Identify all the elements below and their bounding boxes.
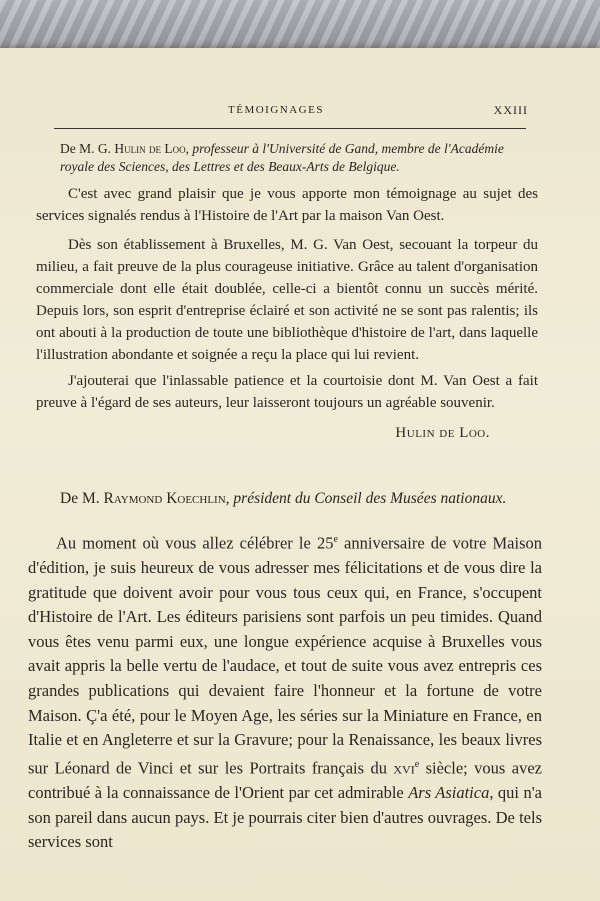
section-heading-koechlin: De M. Raymond Koechlin, président du Conseil des Musées nationaux. (60, 490, 507, 507)
heading-prefix: De M. G. (60, 141, 115, 156)
paragraph: Dès son établissement à Bruxelles, M. G. Van Oest, secouant la torpeur du milieu, a fait preuve de la plus courageuse initiative. Grâce au talent d'organisation commerciale dont elle était doublée, celle-ci a bientôt connu un succès mérité. Depuis lors, son esprit d'entreprise éclairé et son activité ne se sont pas ralentis; ils ont abouti à la production de toute une bibliothèque d'histoire de l'art, dans laquelle l'illustration abondante et soignée a reçu la place qui lui revient. (36, 237, 538, 363)
author-title: président du Conseil des Musées nationaux. (233, 490, 507, 507)
author-name: Raymond Koechlin (103, 490, 226, 507)
page-number: XXIII (493, 103, 528, 117)
header-rule (54, 128, 526, 129)
heading-prefix: De M. (60, 490, 104, 507)
superscript: e (414, 758, 420, 770)
paragraph: J'ajouterai que l'inlassable patience et la courtoisie dont M. Van Oest a fait preuve à l'égard de ses auteurs, leur laisseront toujours un agréable souvenir. (36, 373, 538, 411)
superscript: e (333, 534, 338, 545)
book-page (0, 48, 600, 901)
signature: Hulin de Loo. (395, 425, 490, 441)
text-run: siècle; vous avez contribué à la connaissance de l'Orient par cet admirable (28, 758, 542, 802)
running-head: TÉMOIGNAGES (228, 104, 324, 116)
paragraph: C'est avec grand plaisir que je vous apporte mon témoignage au sujet des services signalés rendus à l'Histoire de l'Art par la maison Van Oest. (36, 186, 538, 224)
author-title: professeur à l'Université de Gand, membre de l'Académie royale des Sciences, des Lettres et des Beaux-Arts de Belgique. (60, 141, 504, 174)
italic-title: Ars Asiatica (408, 782, 490, 802)
paragraph-koechlin (28, 528, 542, 855)
author-name: Hulin de Loo (114, 141, 186, 156)
text-run: , qui n'a son pareil dans aucun pays. Et je pourrais citer bien d'autres ouvrages. De tels services sont (28, 782, 542, 852)
text-run: anniversaire de votre Maison d'édition, je suis heureux de vous adresser mes félicitations et de vous dire la gratitude que doivent avoir pour vous tous ceux qui, en France, s'occupent d'Histoire de l'Art. Les éditeurs parisiens sont parfois un peu timides. Quand vous êtes venu parmi eux, une longue expérience acquise à Bruxelles vous avait appris la belle vertu de l'audace, et tout de suite vous avez entrepris ces grandes publications qui devaient faire l'honneur et la fortune de votre Maison. Ç'a été, pour le Moyen Age, les séries sur la Miniature en France, en Italie et en Angleterre et sur la Gravure; pour la Renaissance, les beaux livres sur Léonard de Vinci et sur les Portraits français du (28, 533, 542, 778)
section-heading-hulin: De M. G. Hulin de Loo, professeur à l'Université de Gand, membre de l'Académie royale des Sciences, des Lettres et des Beaux-Arts de Belgique. (60, 141, 504, 174)
text-run: Au moment où vous allez célébrer le 25 (56, 533, 334, 553)
century-numeral: xvi (393, 758, 415, 778)
